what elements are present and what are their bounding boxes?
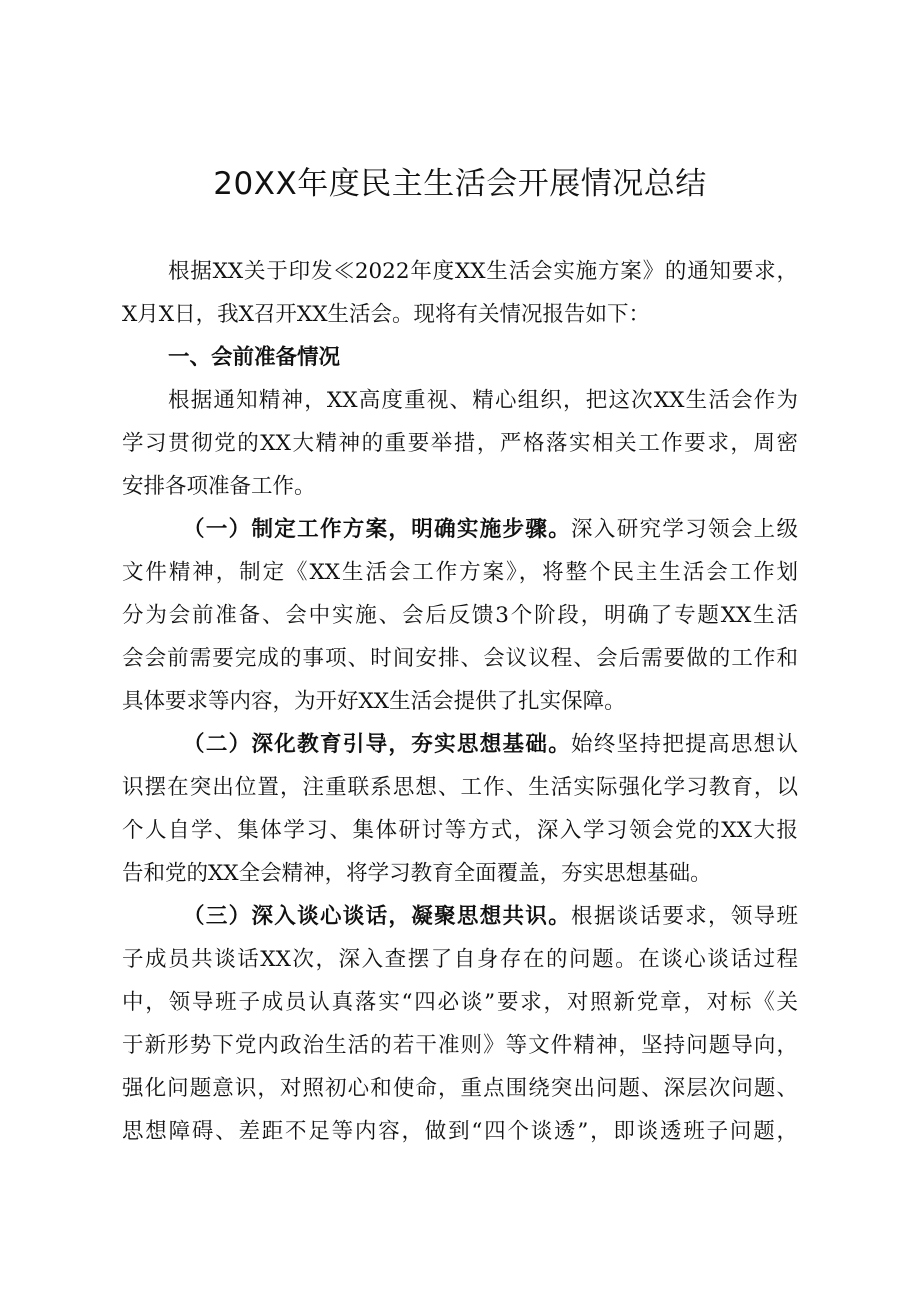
intro-line-1: 根据XX关于印发≪2022年度XX生活会实施方案》的通知要求，: [168, 259, 798, 284]
intro-line-2: X月X日，我X召开XX生活会。现将有关情况报告如下：: [122, 302, 651, 327]
subsection-2-line-2: 识摆在突出位置，注重联系思想、工作、生活实际强化学习教育，以: [122, 775, 798, 800]
subsection-3-line-6: 思想障碍、差距不足等内容，做到“四个谈透”，即谈透班子问题，: [122, 1119, 798, 1144]
subsection-1-line-4: 会会前需要完成的事项、时间安排、会议议程、会后需要做的工作和: [122, 646, 798, 671]
subsection-2-first-line: [183, 730, 798, 760]
subsection-1-text: 深入研究学习领会上级: [571, 517, 798, 542]
subsection-3-line-4: 于新形势下党内政治生活的若干准则》等文件精神，坚持问题导向，: [122, 1033, 798, 1058]
subsection-1-heading: （一）制定工作方案，明确实施步骤。: [183, 517, 572, 542]
subsection-2-line-3: 个人自学、集体学习、集体研讨等方式，深入学习领会党的XX大报: [122, 818, 798, 843]
subsection-3-line-5: 强化问题意识，对照初心和使命，重点围绕突出问题、深层次问题、: [122, 1076, 798, 1101]
subsection-2-line-4: 告和党的XX全会精神，将学习教育全面覆盖，夯实思想基础。: [122, 861, 712, 886]
subsection-2-text: 始终坚持把提高思想认: [571, 732, 798, 757]
subsection-3-line-3: 中，领导班子成员认真落实“四必谈”要求，对照新党章，对标《关: [122, 990, 798, 1015]
subsection-1-line-3: 分为会前准备、会中实施、会后反馈3个阶段，明确了专题XX生活: [122, 603, 798, 628]
document-title: 20XX年度民主生活会开展情况总结: [213, 166, 707, 202]
section-paragraph-line-2: 学习贯彻党的XX大精神的重要举措，严格落实相关工作要求，周密: [122, 431, 798, 456]
subsection-1-line-2: 文件精神，制定《XX生活会工作方案》，将整个民主生活会工作划: [122, 560, 798, 585]
subsection-3-first-line: [183, 902, 798, 932]
subsection-1-line-5: 具体要求等内容，为开好XX生活会提供了扎实保障。: [122, 689, 626, 714]
subsection-3-heading: （三）深入谈心谈话，凝聚思想共识。: [183, 904, 572, 929]
section-paragraph-line-3: 安排各项准备工作。: [122, 474, 316, 499]
section-paragraph-line-1: 根据通知精神，XX高度重视、精心组织，把这次XX生活会作为: [168, 388, 798, 413]
subsection-3-line-2: 子成员共谈话XX次，深入查摆了自身存在的问题。在谈心谈话过程: [122, 947, 798, 972]
subsection-2-heading: （二）深化教育引导，夯实思想基础。: [183, 732, 572, 757]
section-heading: 一、会前准备情况: [168, 345, 341, 370]
subsection-3-text: 根据谈话要求，领导班: [571, 904, 798, 929]
subsection-1-first-line: [183, 515, 798, 545]
